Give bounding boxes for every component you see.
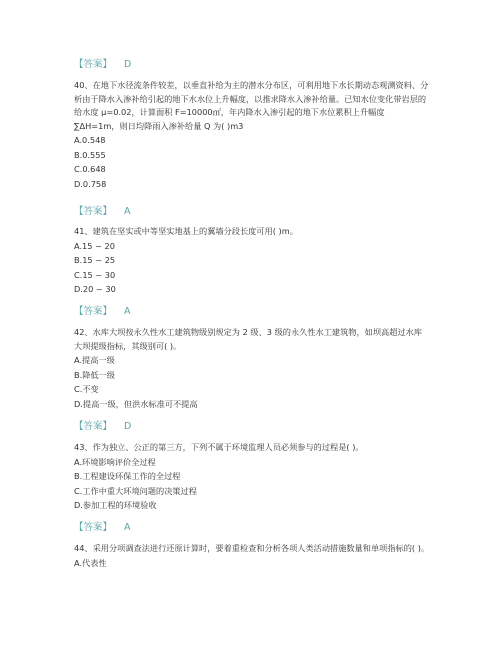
answer-label: 【答案】 — [74, 421, 113, 432]
answer-value: D — [124, 59, 132, 70]
option-d: D.0.758 — [74, 178, 107, 189]
option-d: D.提高一级，但洪水标准可不提高 — [74, 398, 198, 409]
option-b: B.工程建设环保工作的全过程 — [74, 471, 181, 481]
question-text: 42、水库大坝按永久性水工建筑物级别规定为 2 级、3 级的永久性水工建筑物，如坝高超过水库大坝提级指标，其级别可( )。 — [74, 327, 422, 351]
option-d: D.参加工程的环境验收 — [74, 500, 157, 510]
option-c: C.0.648 — [74, 164, 106, 174]
answer-line — [74, 418, 131, 432]
option-c: C.15 ~ 30 — [74, 269, 116, 280]
answer-label: 【答案】 — [74, 522, 113, 533]
option-a: A.提高一级 — [74, 355, 115, 365]
option-b: B.0.555 — [74, 149, 106, 160]
question-42 — [74, 326, 430, 411]
option-b: B.降低一级 — [74, 369, 115, 380]
option-a: A.代表性 — [74, 557, 107, 568]
question-43 — [74, 441, 430, 513]
question-text: 41、建筑在坚实或中等坚实地基上的翼墙分段长度可用( )m。 — [74, 226, 298, 236]
answer-label: 【答案】 — [74, 59, 113, 70]
question-44 — [74, 542, 430, 570]
answer-value: A — [124, 306, 131, 317]
answer-value: D — [124, 421, 132, 432]
option-b: B.15 ~ 25 — [74, 255, 116, 265]
question-text: 44、采用分项调查法进行还原计算时，要着重检查和分析各项人类活动措施数量和单项指标的( )。 — [74, 543, 430, 553]
answer-line — [74, 203, 131, 217]
option-a: A.0.548 — [74, 135, 106, 145]
option-c: C.不变 — [74, 384, 99, 394]
answer-line — [74, 56, 131, 70]
answer-label: 【答案】 — [74, 206, 113, 217]
question-40 — [74, 79, 430, 191]
answer-value: A — [124, 206, 131, 217]
answer-label: 【答案】 — [74, 306, 113, 317]
answer-value: A — [124, 522, 131, 533]
answer-line — [74, 303, 131, 317]
question-text: 43、作为独立、公正的第三方，下列不属于环境监理人员必须参与的过程是( )。 — [74, 442, 364, 452]
question-text: 40、在地下水径流条件较差，以垂直补给为主的潜水分布区，可利用地下水长期动态观测资料、分析由于降水入渗补给引起的地下水水位上升幅度，以推求降水入渗补给量。已知水位变化带岩层的给水度 μ=0.02，计算面积 F=10000㎡，年内降水入渗引起的地下水位累积上升幅度∑ΔH=1m，则日均降雨入渗补给量 Q 为( )m3 — [74, 80, 429, 131]
option-d: D.20 ~ 30 — [74, 284, 116, 294]
option-c: C.工作中重大环境问题的决策过程 — [74, 485, 197, 496]
answer-line — [74, 519, 131, 533]
question-41 — [74, 225, 430, 297]
option-a: A.环境影响评价全过程 — [74, 456, 156, 467]
option-a: A.15 ~ 20 — [74, 240, 115, 251]
